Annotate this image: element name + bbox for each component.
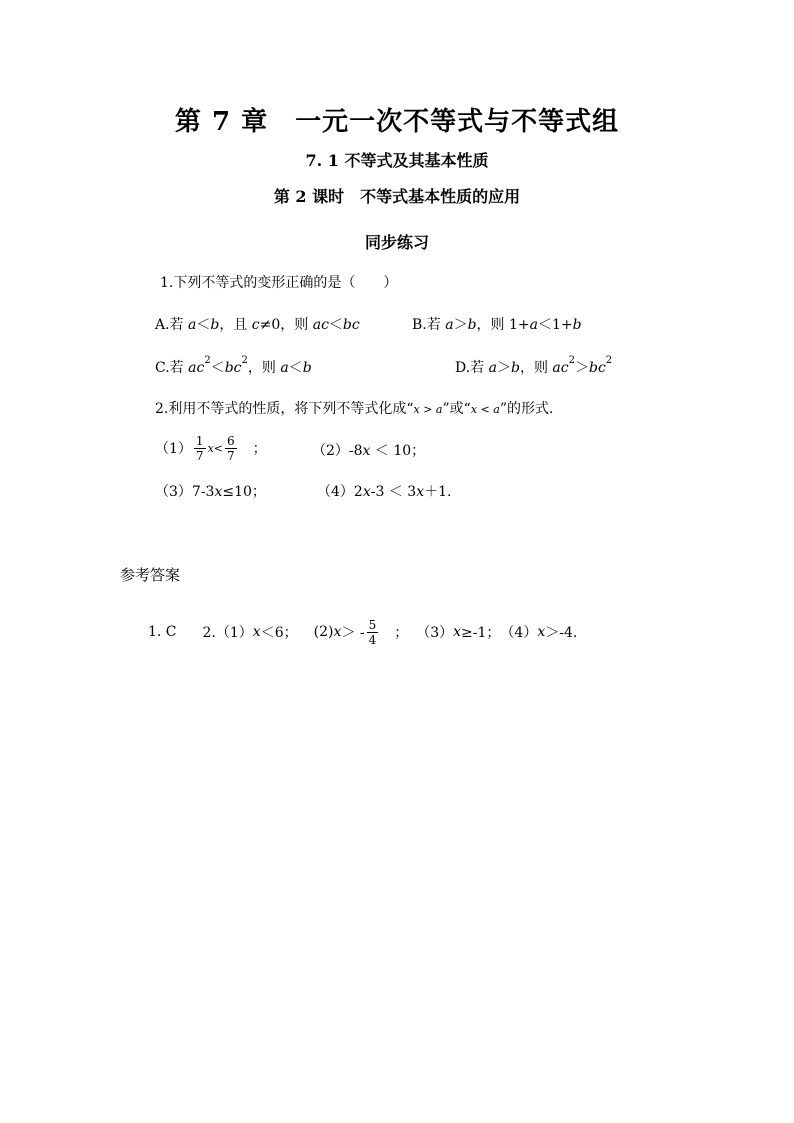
var-ac: ac <box>552 360 569 376</box>
text: （1） <box>155 441 192 457</box>
symbol: ＜ <box>328 317 343 333</box>
text: ，则 <box>247 360 281 376</box>
option-a-text: A.若 <box>155 317 189 333</box>
text: ＜1+ <box>537 317 573 333</box>
q1-option-b <box>412 314 582 334</box>
text: ＞-4. <box>545 625 578 641</box>
q1-option-c <box>155 357 312 377</box>
text: ； <box>394 625 409 641</box>
var-b: b <box>467 317 477 333</box>
text: ＞ - <box>341 625 365 641</box>
symbol: ＞ <box>453 317 468 333</box>
var-x: x <box>362 484 371 500</box>
var-x: x <box>537 624 546 640</box>
numerator: 5 <box>368 617 377 632</box>
var-a: a <box>445 317 454 333</box>
var-bc: bc <box>342 317 360 333</box>
q2-stem <box>155 398 553 418</box>
var-b: b <box>302 360 312 376</box>
answers-line <box>148 612 577 652</box>
numerator: 1 <box>195 433 204 448</box>
text: -3 ＜ 3 <box>370 484 417 500</box>
q1-stem: 1.下列不等式的变形正确的是（ ） <box>160 275 398 291</box>
text: （3）7-3 <box>155 484 215 500</box>
text: （3） <box>416 625 454 641</box>
var-x: x <box>214 484 223 500</box>
q2-part-4 <box>317 481 451 501</box>
var-c: c <box>251 317 260 333</box>
q2-part-2 <box>312 440 425 460</box>
var-x: x <box>416 484 425 500</box>
symbol: ＞ <box>497 360 511 376</box>
text: ＜ 10； <box>370 443 426 459</box>
var-bc: bc <box>588 360 606 376</box>
answer-1: 1. C <box>148 624 177 640</box>
symbol: < <box>213 441 223 455</box>
q2-part-3 <box>155 481 266 501</box>
symbol: ＞ <box>574 360 589 376</box>
q1-option-a <box>155 314 360 334</box>
var-b: b <box>210 317 220 333</box>
var-a: a <box>488 360 497 376</box>
section-title: 7. 1 不等式及其基本性质 <box>305 151 489 170</box>
q2-part-1 <box>155 428 267 468</box>
var-x: x <box>333 624 342 640</box>
option-b-text: B.若 <box>412 317 446 333</box>
answers-title: 参考答案 <box>120 566 181 584</box>
text: (2) <box>313 624 334 640</box>
text: ＜6； <box>260 625 298 641</box>
text: ，则 <box>519 360 553 376</box>
text: （2）-8 <box>312 443 363 459</box>
exponent: 2 <box>568 355 575 366</box>
form-x-lt-a: x < a <box>470 403 500 416</box>
var-ac: ac <box>188 360 205 376</box>
option-c-text: C.若 <box>155 360 189 376</box>
text: ； <box>238 441 267 457</box>
exponent: 2 <box>241 355 248 366</box>
var-x: x <box>252 624 261 640</box>
denominator: 4 <box>368 632 377 647</box>
var-x: x <box>453 624 462 640</box>
text: ≠0，则 <box>259 317 313 333</box>
denominator: 7 <box>195 448 204 463</box>
text: ，且 <box>219 317 252 333</box>
exponent: 2 <box>605 355 613 366</box>
practice-heading: 同步练习 <box>364 233 429 252</box>
text: ，则 1+ <box>476 317 530 333</box>
fraction <box>225 434 237 463</box>
var-ac: ac <box>312 317 329 333</box>
text: ≥-1； <box>461 625 501 641</box>
symbol: ＜ <box>196 317 211 333</box>
lesson-title: 第 2 课时 不等式基本性质的应用 <box>273 187 521 206</box>
text: ”或“ <box>442 401 471 417</box>
fraction <box>367 618 379 647</box>
var-a: a <box>280 360 289 376</box>
var-b: b <box>511 360 520 376</box>
exponent: 2 <box>204 355 211 366</box>
text: 2.（1） <box>202 625 253 641</box>
text: ”的形式. <box>499 401 554 417</box>
var-a: a <box>529 317 538 333</box>
text: 2.利用不等式的性质，将下列不等式化成“ <box>155 401 414 417</box>
text: （4） <box>500 625 538 641</box>
symbol: ＜ <box>210 360 225 376</box>
symbol: ＜ <box>288 360 303 376</box>
q1-option-d <box>455 357 612 377</box>
var-b: b <box>572 317 582 333</box>
var-bc: bc <box>224 360 242 376</box>
var-x: x <box>362 443 371 459</box>
text: ≤10； <box>222 484 266 500</box>
numerator: 6 <box>227 433 235 448</box>
var-a: a <box>188 317 197 333</box>
var-x: x <box>207 441 214 455</box>
fraction <box>194 434 206 463</box>
option-d-text: D.若 <box>455 360 489 376</box>
denominator: 7 <box>227 448 235 463</box>
form-x-gt-a: x > a <box>413 403 443 416</box>
text: （4）2 <box>317 484 363 500</box>
text: ＋1. <box>424 484 452 500</box>
chapter-title: 第 7 章 一元一次不等式与不等式组 <box>174 107 620 137</box>
